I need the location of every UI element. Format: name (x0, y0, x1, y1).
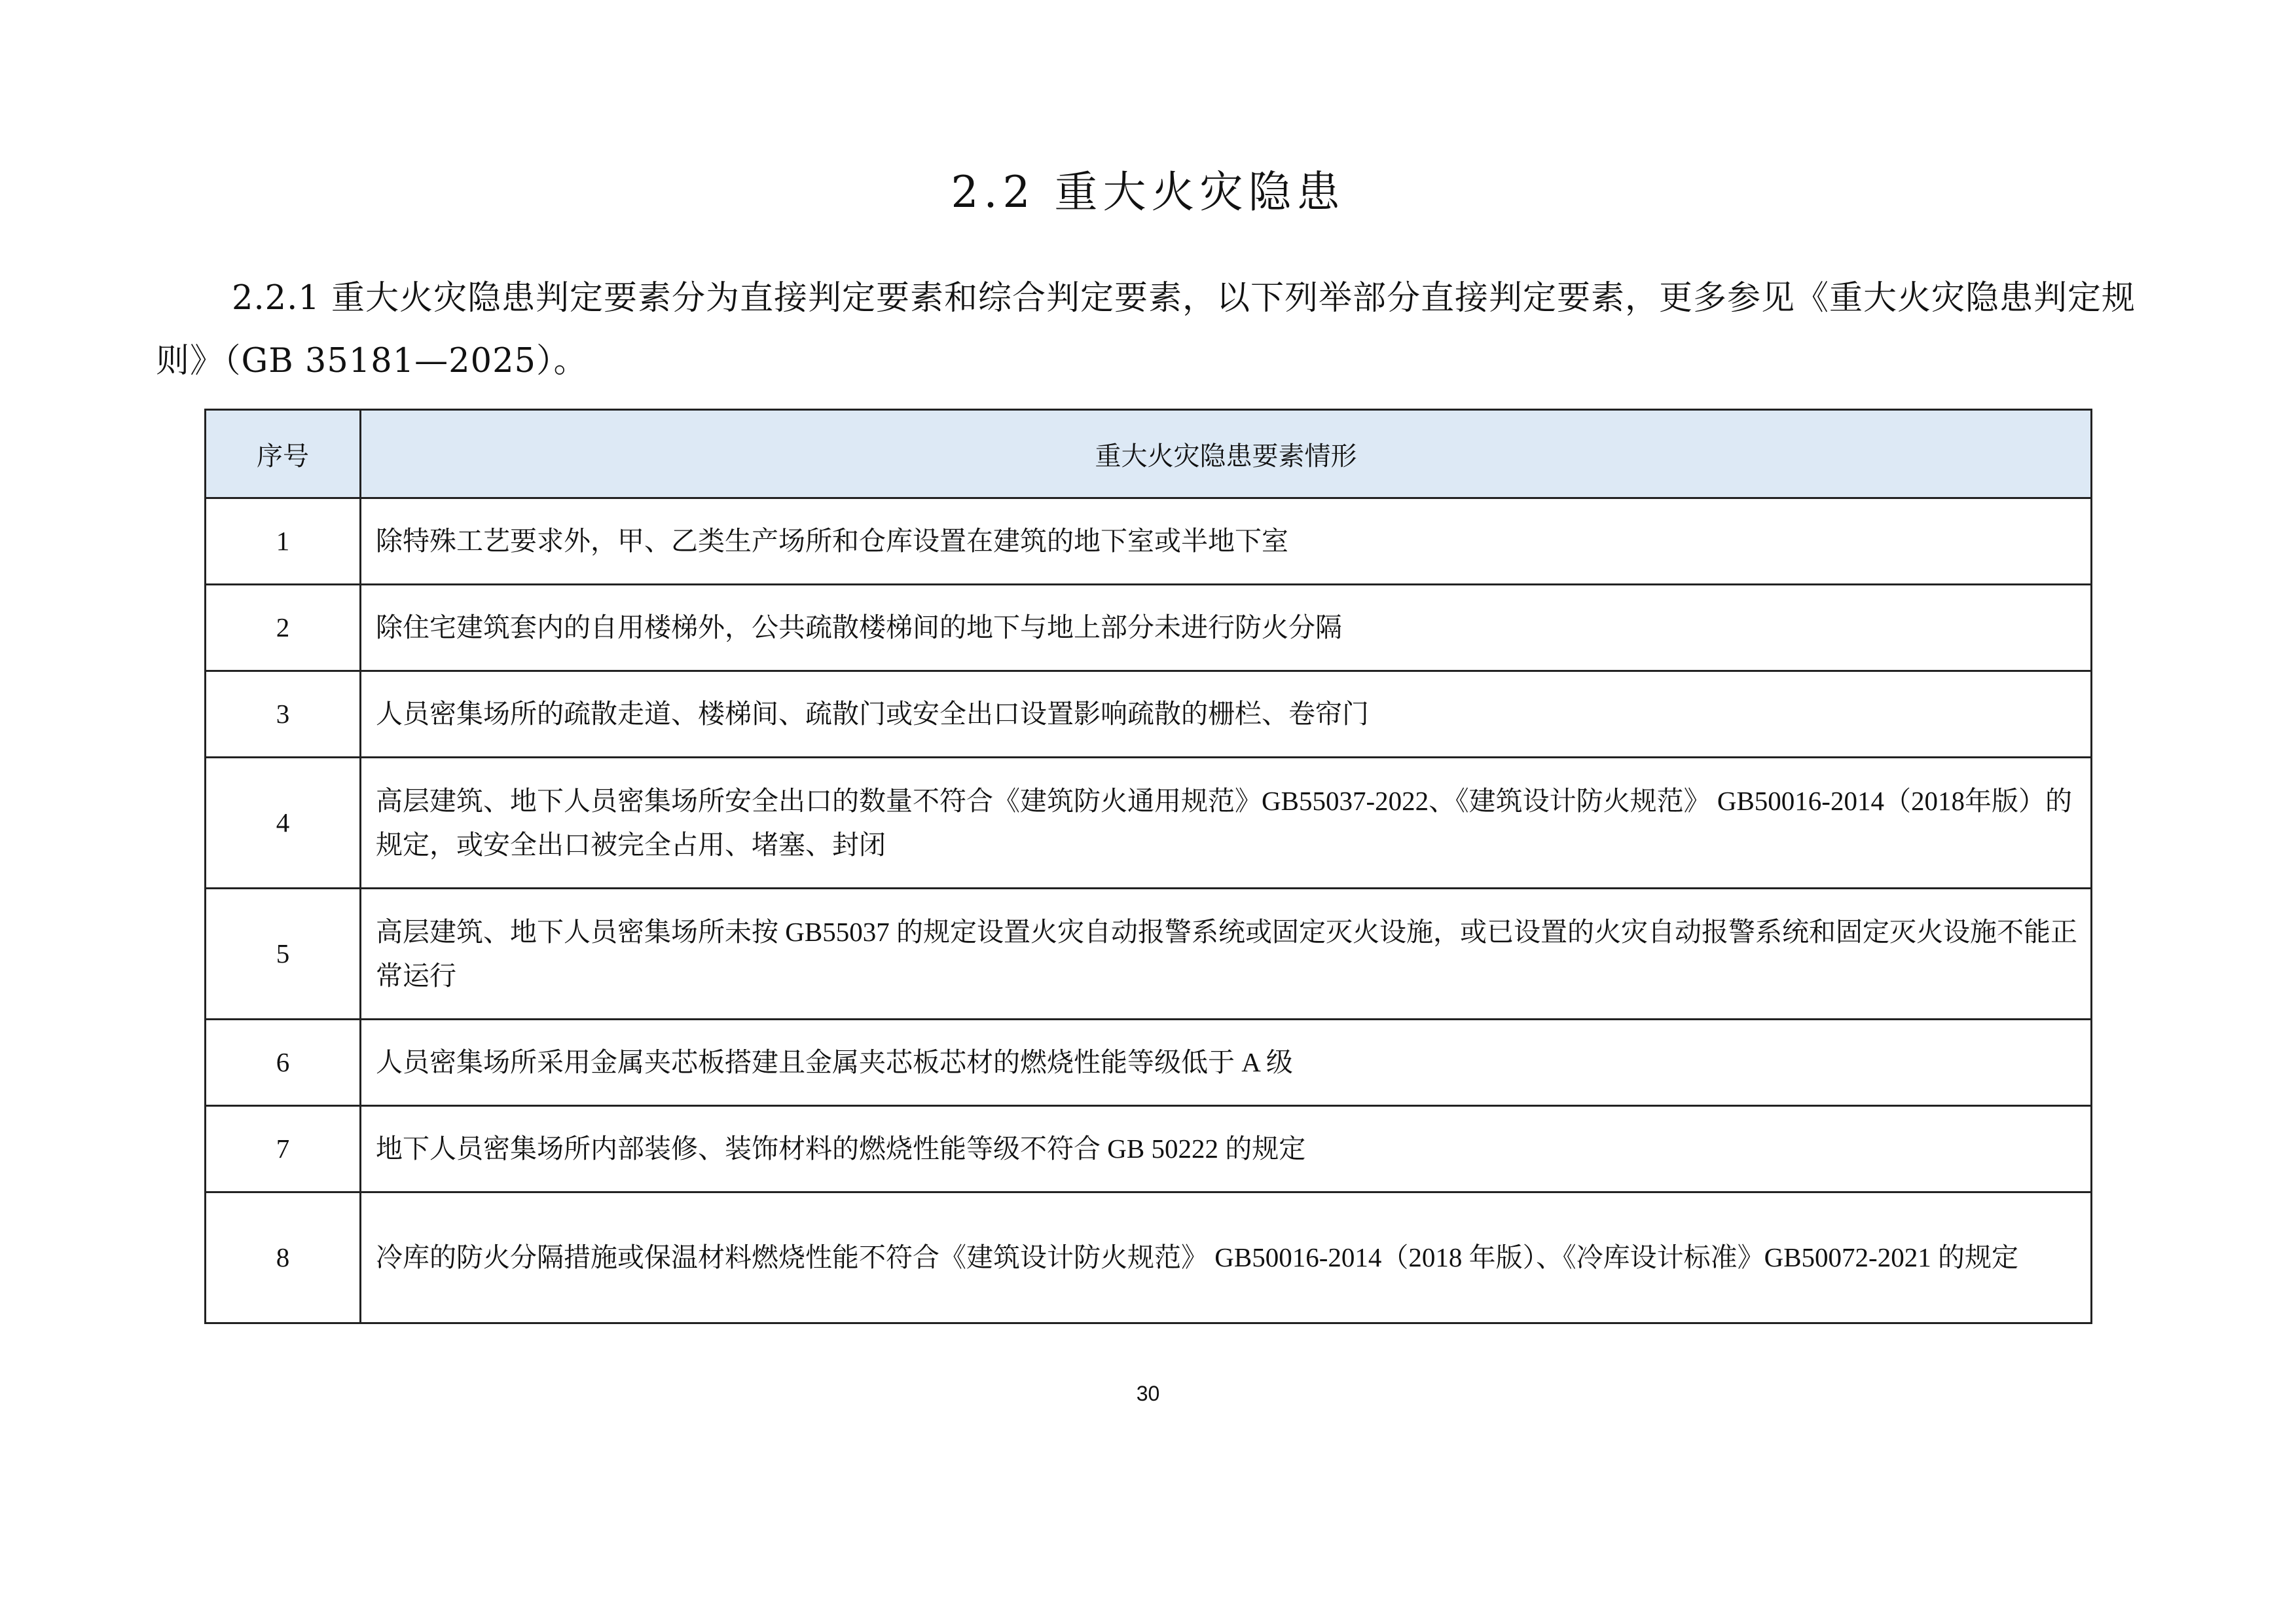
table-row (206, 889, 2092, 1020)
row-description: 地下人员密集场所内部装修、装饰材料的燃烧性能等级不符合 GB 50222 的规定 (361, 1106, 2092, 1192)
table-row (206, 671, 2092, 758)
row-description: 冷库的防火分隔措施或保温材料燃烧性能不符合《建筑设计防火规范》 GB50016-2014（2018 年版）、《冷库设计标准》GB50072-2021 的规定 (361, 1192, 2092, 1323)
table-row (206, 1020, 2092, 1106)
row-number: 3 (206, 671, 361, 758)
row-description: 高层建筑、地下人员密集场所未按 GB55037 的规定设置火灾自动报警系统或固定灭火设施，或已设置的火灾自动报警系统和固定灭火设施不能正常运行 (361, 889, 2092, 1020)
intro-paragraph: 2.2.1 重大火灾隐患判定要素分为直接判定要素和综合判定要素，以下列举部分直接判定要素，更多参见《重大火灾隐患判定规则》（GB 35181—2025）。 (156, 279, 2136, 380)
row-number: 4 (206, 758, 361, 889)
row-number: 2 (206, 585, 361, 671)
row-description: 除特殊工艺要求外，甲、乙类生产场所和仓库设置在建筑的地下室或半地下室 (361, 498, 2092, 585)
table-row (206, 498, 2092, 585)
page-number: 30 (1136, 1382, 1160, 1405)
hazard-table-container (204, 409, 2092, 1324)
table-row (206, 758, 2092, 889)
table-row (206, 585, 2092, 671)
row-number: 5 (206, 889, 361, 1020)
row-description: 除住宅建筑套内的自用楼梯外，公共疏散楼梯间的地下与地上部分未进行防火分隔 (361, 585, 2092, 671)
row-description: 人员密集场所采用金属夹芯板搭建且金属夹芯板芯材的燃烧性能等级低于 A 级 (361, 1020, 2092, 1106)
row-number: 7 (206, 1106, 361, 1192)
column-header-number: 序号 (206, 410, 361, 498)
table-header-row (206, 410, 2092, 498)
row-number: 6 (206, 1020, 361, 1106)
row-number: 1 (206, 498, 361, 585)
table-row (206, 1192, 2092, 1323)
column-header-description: 重大火灾隐患要素情形 (361, 410, 2092, 498)
row-description: 人员密集场所的疏散走道、楼梯间、疏散门或安全出口设置影响疏散的栅栏、卷帘门 (361, 671, 2092, 758)
table-row (206, 1106, 2092, 1192)
row-description: 高层建筑、地下人员密集场所安全出口的数量不符合《建筑防火通用规范》GB55037-2022、《建筑设计防火规范》 GB50016-2014（2018年版）的规定，或安全出口被完全占用、堵塞、封闭 (361, 758, 2092, 889)
row-number: 8 (206, 1192, 361, 1323)
section-heading: 2.2 重大火灾隐患 (951, 167, 1345, 217)
hazard-table (204, 409, 2092, 1324)
